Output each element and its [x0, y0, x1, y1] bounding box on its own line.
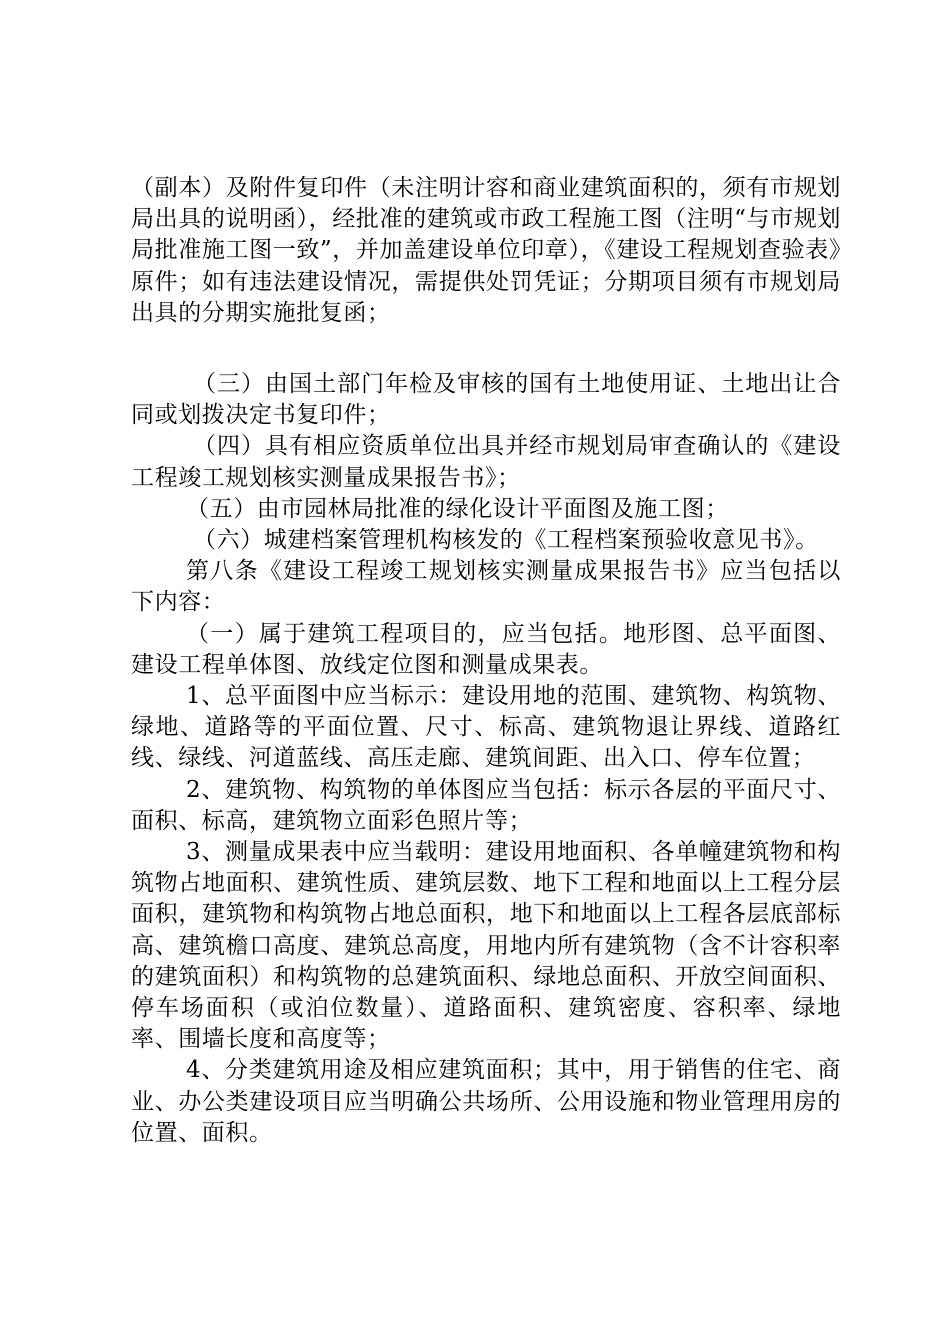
paragraph-attachments: （副本）及附件复印件（未注明计容和商业建筑面积的，须有市规划局出具的说明函），经批准的建筑或市政工程施工图（注明“与市规划局批准施工图一致”，并加盖建设单位印章），《建设工程规划查验表》原件；如有违法建设情况，需提供处罚凭证；分期项目须有市规划局出具的分期实施批复函； [131, 175, 841, 326]
document-body [131, 173, 841, 1149]
paragraph-point-3: 3、测量成果表中应当载明：建设用地面积、各单幢建筑物和构筑物占地面积、建筑性质、建筑层数、地下工程和地面以上工程分层面积，建筑物和构筑物占地总面积，地下和地面以上工程各层底部标高、建筑檐口高度、建筑总高度，用地内所有建筑物（含不计容积率的建筑面积）和构筑物的总建筑面积、绿地总面积、开放空间面积、停车场面积（或泊位数量）、道路面积、建筑密度、容积率、绿地率、围墙长度和高度等； [131, 839, 841, 1053]
paragraph-item-3: （三）由国土部门年检及审核的国有土地使用证、土地出让合同或划拨决定书复印件； [131, 371, 841, 429]
paragraph-article-8: 第八条《建设工程竣工规划核实测量成果报告书》应当包括以下内容： [131, 558, 841, 616]
paragraph-point-1: 1、总平面图中应当标示：建设用地的范围、建筑物、构筑物、绿地、道路等的平面位置、尺寸、标高、建筑物退让界线、道路红线、绿线、河道蓝线、高压走廊、建筑间距、出入口、停车位置； [131, 683, 841, 772]
paragraph-item-4: （四）具有相应资质单位出具并经市规划局审查确认的《建设工程竣工规划核实测量成果报告书》； [131, 433, 841, 491]
paragraph-item-5: （五）由市园林局批准的绿化设计平面图及施工图； [186, 495, 729, 522]
paragraph-subitem-1: （一）属于建筑工程项目的，应当包括。地形图、总平面图、建设工程单体图、放线定位图和测量成果表。 [131, 620, 841, 678]
paragraph-gap [131, 329, 841, 369]
paragraph-item-6: （六）城建档案管理机构核发的《工程档案预验收意见书》。 [193, 527, 819, 554]
paragraph-point-4: 4、分类建筑用途及相应建筑面积；其中，用于销售的住宅、商业、办公类建设项目应当明确公共场所、公用设施和物业管理用房的位置、面积。 [131, 1057, 841, 1146]
paragraph-point-2: 2、建筑物、构筑物的单体图应当包括：标示各层的平面尺寸、面积、标高，建筑物立面彩色照片等； [131, 776, 841, 834]
